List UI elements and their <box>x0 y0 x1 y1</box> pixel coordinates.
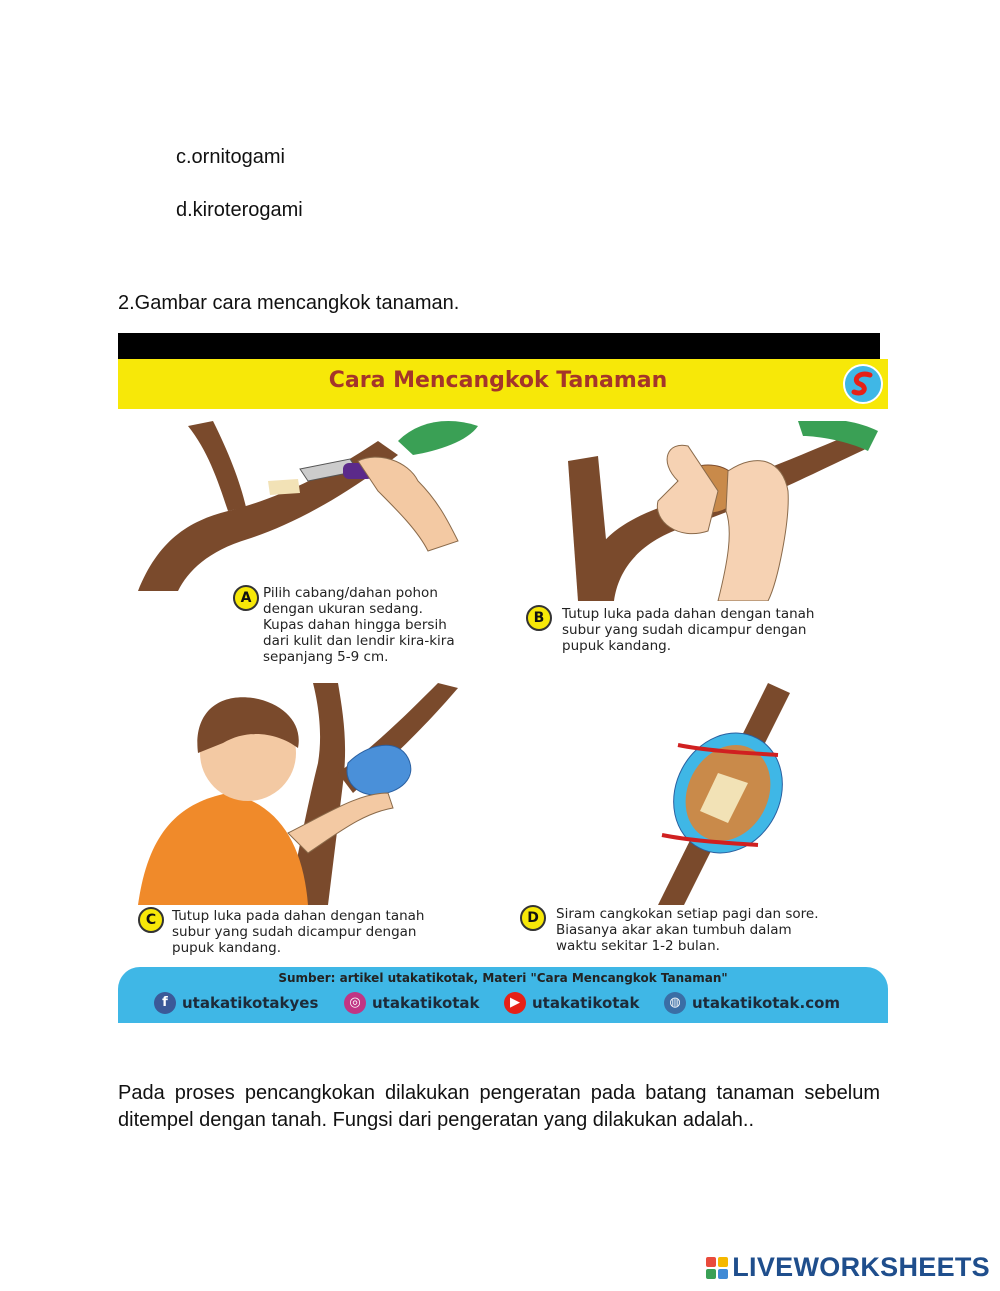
brand-logo-icon <box>842 363 884 405</box>
liveworksheets-brand <box>706 1252 990 1283</box>
infographic-title: Cara Mencangkok Tanaman <box>328 368 668 393</box>
liveworksheets-logo-icon <box>706 1257 728 1279</box>
social-facebook-label: utakatikotakyes <box>182 994 319 1012</box>
step-d-text: Siram cangkokan setiap pagi dan sore. Biasanya akar akan tumbuh dalam waktu sekitar 1-2 bulan. <box>556 906 819 954</box>
social-web-label: utakatikotak.com <box>692 994 841 1012</box>
step-b-text: Tutup luka pada dahan dengan tanah subur yang sudah dicampur dengan pupuk kandang. <box>562 606 815 654</box>
social-facebook <box>154 989 318 1017</box>
youtube-icon: ▶ <box>504 992 526 1014</box>
web-icon: ◍ <box>664 992 686 1014</box>
step-b-badge: B <box>526 605 552 631</box>
source-footer <box>118 967 888 1023</box>
title-bar <box>118 359 888 409</box>
step-c-badge: C <box>138 907 164 933</box>
step-a-text: Pilih cabang/dahan pohon dengan ukuran sedang. Kupas dahan hingga bersih dari kulit dan lendir kira-kira sepanjang 5-9 cm. <box>263 585 455 665</box>
social-instagram-label: utakatikotak <box>372 994 480 1012</box>
social-instagram <box>344 989 480 1017</box>
panel-d-illustration <box>618 683 818 905</box>
question-2-label: 2.Gambar cara mencangkok tanaman. <box>118 292 460 314</box>
facebook-icon: f <box>154 992 176 1014</box>
brand-text: LIVEWORKSHEETS <box>732 1252 990 1282</box>
option-c: c.ornitogami <box>176 146 285 168</box>
social-links <box>154 989 874 1017</box>
option-d: d.kiroterogami <box>176 199 303 221</box>
top-black-bar <box>118 333 880 359</box>
social-youtube-label: utakatikotak <box>532 994 640 1012</box>
step-c-text: Tutup luka pada dahan dengan tanah subur yang sudah dicampur dengan pupuk kandang. <box>172 908 425 956</box>
instagram-icon: ◎ <box>344 992 366 1014</box>
panel-a-illustration <box>118 421 498 591</box>
panel-c-illustration <box>138 683 498 905</box>
social-web <box>664 989 840 1017</box>
step-d-badge: D <box>520 905 546 931</box>
source-text: Sumber: artikel utakatikotak, Materi "Cara Mencangkok Tanaman" <box>278 971 728 985</box>
step-a-badge: A <box>233 585 259 611</box>
panel-b-illustration <box>558 421 878 601</box>
grafting-infographic <box>118 333 888 1023</box>
question-text: Pada proses pencangkokan dilakukan pengeratan pada batang tanaman sebelum ditempel dengan tanah. Fungsi dari pengeratan yang dilakukan adalah.. <box>118 1082 880 1131</box>
social-youtube <box>504 989 640 1017</box>
